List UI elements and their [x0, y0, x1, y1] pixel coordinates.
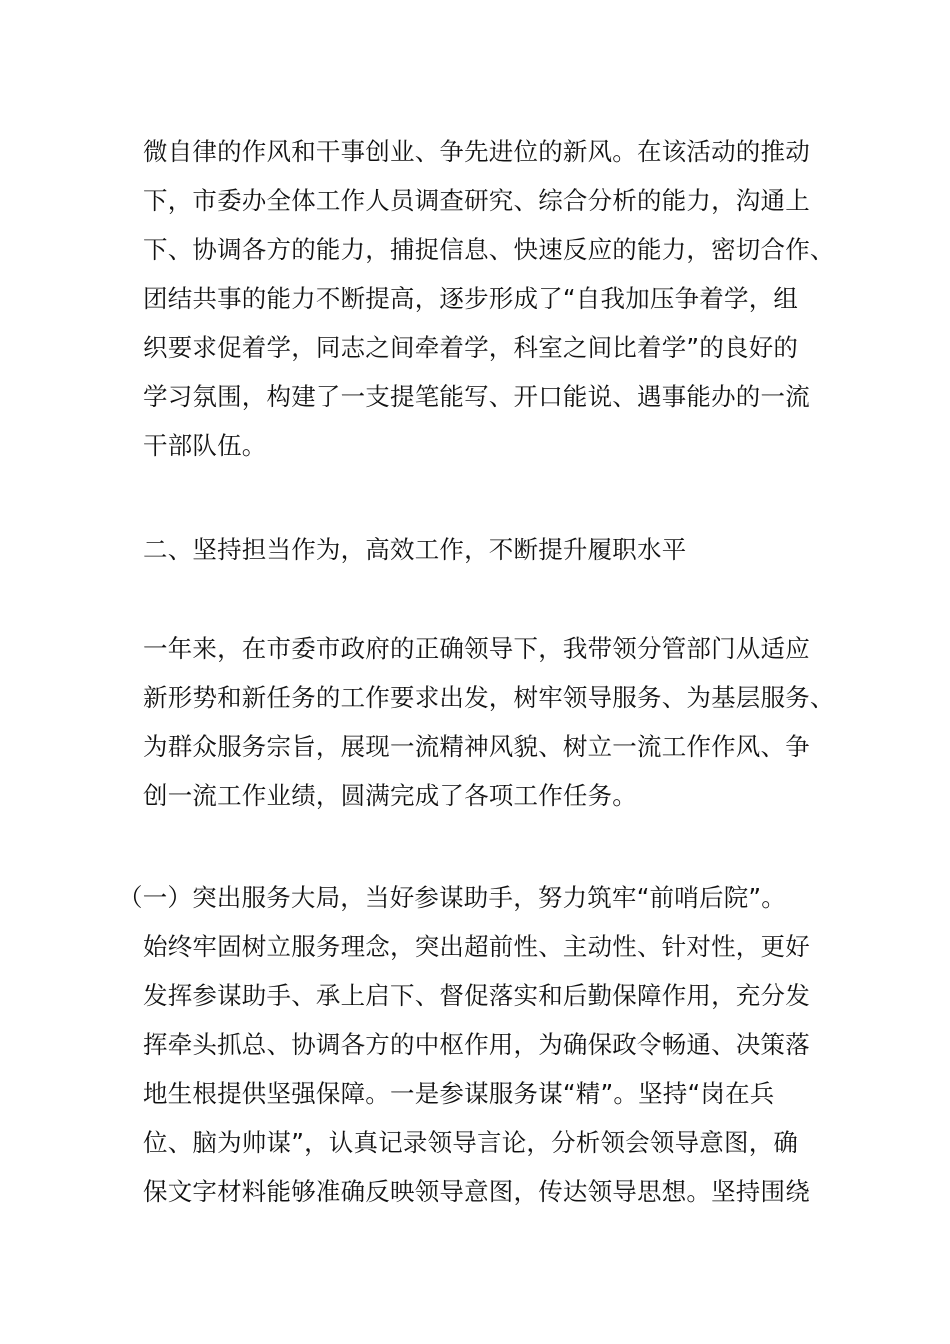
text-line: 微自律的作风和干事创业、争先进位的新风。在该活动的推动 — [143, 137, 810, 166]
text-line: 始终牢固树立服务理念，突出超前性、主动性、针对性，更好 — [143, 932, 810, 961]
section-heading — [143, 525, 843, 574]
subsection-heading-line: （一）突出服务大局，当好参谋助手，努力筑牢“前哨后院”。 — [118, 883, 786, 912]
text-line: 地生根提供坚强保障。一是参谋服务谋“精”。坚持“岗在兵 — [143, 1079, 775, 1108]
text-line: 下，市委办全体工作人员调查研究、综合分析的能力，沟通上 — [143, 186, 810, 215]
paragraph-continuation — [143, 127, 843, 470]
text-line: 干部队伍。 — [143, 431, 267, 460]
text-line: 创一流工作业绩，圆满完成了各项工作任务。 — [143, 781, 637, 810]
text-line: 挥牵头抓总、协调各方的中枢作用，为确保政令畅通、决策落 — [143, 1030, 810, 1059]
text-line: 保文字材料能够准确反映领导意图，传达领导思想。坚持围绕 — [143, 1177, 810, 1206]
text-line: 织要求促着学，同志之间牵着学，科室之间比着学”的良好的 — [143, 333, 799, 362]
text-line: 下、协调各方的能力，捕捉信息、快速反应的能力，密切合作、 — [143, 235, 835, 264]
section-heading-text: 二、坚持担当作为，高效工作，不断提升履职水平 — [143, 535, 687, 564]
paragraph-subsection — [118, 873, 843, 1216]
text-line: 一年来，在市委市政府的正确领导下，我带领分管部门从适应 — [143, 634, 810, 663]
text-line: 团结共事的能力不断提高，逐步形成了“自我加压争着学，组 — [143, 284, 799, 313]
text-line: 发挥参谋助手、承上启下、督促落实和后勤保障作用，充分发 — [143, 981, 810, 1010]
text-line: 学习氛围，构建了一支提笔能写、开口能说、遇事能办的一流 — [143, 382, 810, 411]
text-line: 为群众服务宗旨，展现一流精神风貌、树立一流工作作风、争 — [143, 732, 810, 761]
paragraph-intro — [143, 624, 843, 820]
text-line: 新形势和新任务的工作要求出发，树牢领导服务、为基层服务、 — [143, 683, 835, 712]
text-line: 位、脑为帅谋”，认真记录领导言论，分析领会领导意图，确 — [143, 1128, 799, 1157]
